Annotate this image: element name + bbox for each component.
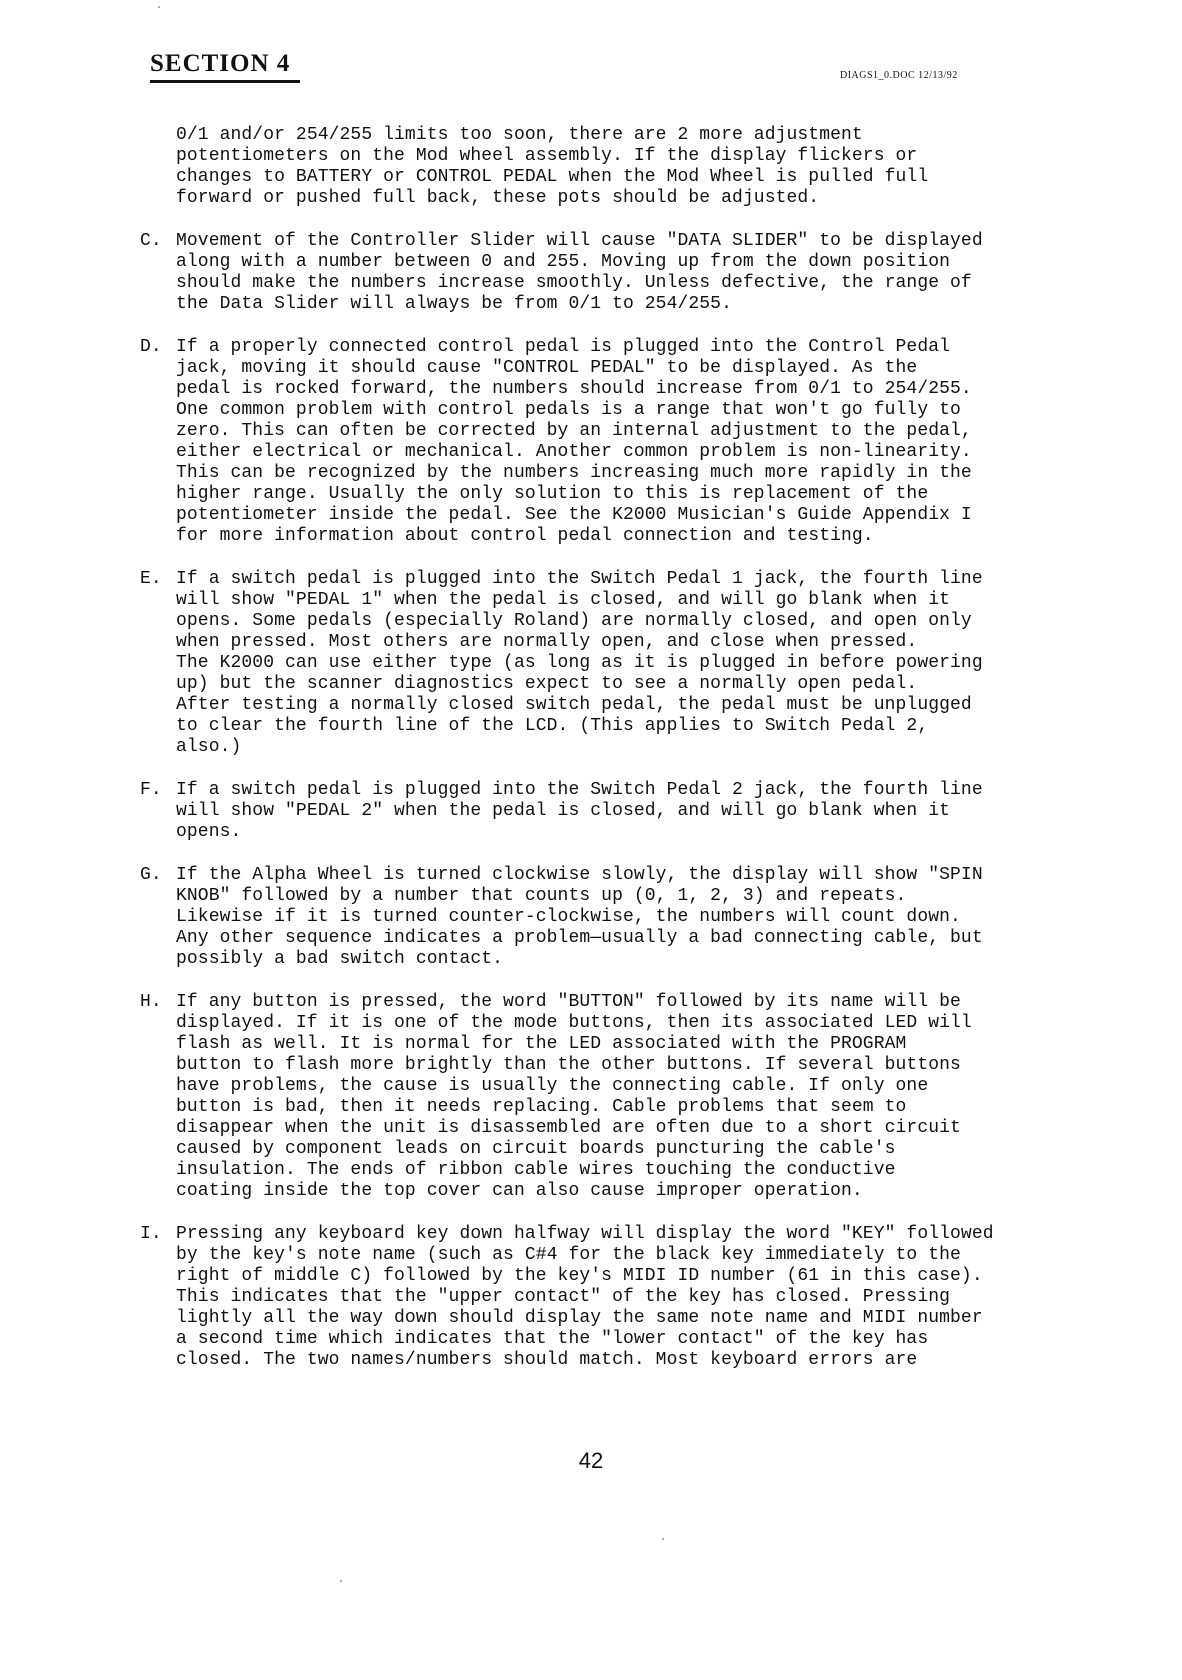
paragraph-e — [140, 569, 1090, 758]
paragraph-text: Pressing any keyboard key down halfway will display the word "KEY" followed by the key's note name (such as C#4 for the black key immediately to the right of middle C) followed by the key's MIDI ID number (61 in this case). This indicates that the "upper contact" of the key has closed. Pressing lightly all the way down should display the same note name and MIDI number a second time which indicates that the "lower contact" of the key has closed. The two names/numbers should match. Most keyboard errors are — [176, 1224, 994, 1370]
paragraph-letter — [140, 125, 176, 209]
paragraph-text: If a properly connected control pedal is plugged into the Control Pedal jack, moving it should cause "CONTROL PEDAL" to be displayed. As the pedal is rocked forward, the numbers should increase from 0/1 to 254/255. One common problem with control pedals is a range that won't go fully to zero. This can often be corrected by an internal adjustment to the pedal, either electrical or mechanical. Another common problem is non-linearity. This can be recognized by the numbers increasing much more rapidly in the higher range. Usually the only solution to this is replacement of the potentiometer inside the pedal. See the K2000 Musician's Guide Appendix I for more information about control pedal connection and testing. — [176, 337, 972, 546]
paragraph-text: Movement of the Controller Slider will cause "DATA SLIDER" to be displayed along with a number between 0 and 255. Moving up from the down position should make the numbers increase smoothly. Unless defective, the range of the Data Slider will always be from 0/1 to 254/255. — [176, 231, 983, 314]
section-title: SECTION 4 — [150, 50, 291, 77]
scan-speck — [662, 1538, 664, 1540]
paragraph-letter: G. — [140, 865, 162, 885]
paragraph-text: If any button is pressed, the word "BUTTON" followed by its name will be displayed. If it is one of the mode buttons, then its associated LED will flash as well. It is normal for the LED associated with the PROGRAM button to flash more brightly than the other buttons. If several buttons have problems, the cause is usually the connecting cable. If only one button is bad, then it needs replacing. Cable problems that seem to disappear when the unit is disassembled are often due to a short circuit caused by component leads on circuit boards puncturing the cable's insulation. The ends of ribbon cable wires touching the conductive coating inside the top cover can also cause improper operation. — [176, 992, 972, 1201]
paragraph-i — [140, 1224, 1090, 1371]
section-title-underline — [150, 80, 300, 83]
paragraph-letter: I. — [140, 1224, 162, 1244]
paragraph-c — [140, 231, 1090, 315]
paragraph-text: If the Alpha Wheel is turned clockwise slowly, the display will show "SPIN KNOB" followed by a number that counts up (0, 1, 2, 3) and repeats. Likewise if it is turned counter-clockwise, the numbers will count down. Any other sequence indicates a problem—usually a bad connecting cable, but possibly a bad switch contact. — [176, 865, 983, 969]
page-number: 42 — [578, 1448, 604, 1473]
document-reference: DIAGS1_0.DOC 12/13/92 — [840, 70, 958, 81]
paragraph-letter: F. — [140, 780, 162, 800]
body-text — [140, 125, 1090, 1371]
paragraph-text: 0/1 and/or 254/255 limits too soon, there are 2 more adjustment potentiometers on the Mod wheel assembly. If the display flickers or changes to BATTERY or CONTROL PEDAL when the Mod Wheel is pulled full forward or pushed full back, these pots should be adjusted. — [176, 125, 929, 208]
scan-speck — [158, 6, 160, 8]
paragraph-g — [140, 865, 1090, 970]
scan-speck — [340, 1580, 342, 1582]
paragraph-letter: H. — [140, 992, 162, 1012]
paragraph-letter: C. — [140, 231, 162, 251]
paragraph-letter: E. — [140, 569, 162, 589]
paragraph-d — [140, 337, 1090, 547]
paragraph-text: If a switch pedal is plugged into the Switch Pedal 1 jack, the fourth line will show "PEDAL 1" when the pedal is closed, and will go blank when it opens. Some pedals (especially Roland) are normally closed, and open only when pressed. Most others are normally open, and close when pressed. The K2000 can use either type (as long as it is plugged in before powering up) but the scanner diagnostics expect to see a normally open pedal. After testing a normally closed switch pedal, the pedal must be unplugged to clear the fourth line of the LCD. (This applies to Switch Pedal 2, also.) — [176, 569, 983, 757]
paragraph-f — [140, 780, 1090, 843]
paragraph-continued — [140, 125, 1090, 209]
paragraph-h — [140, 992, 1090, 1202]
paragraph-letter: D. — [140, 337, 162, 357]
paragraph-text: If a switch pedal is plugged into the Switch Pedal 2 jack, the fourth line will show "PEDAL 2" when the pedal is closed, and will go blank when it opens. — [176, 780, 983, 842]
